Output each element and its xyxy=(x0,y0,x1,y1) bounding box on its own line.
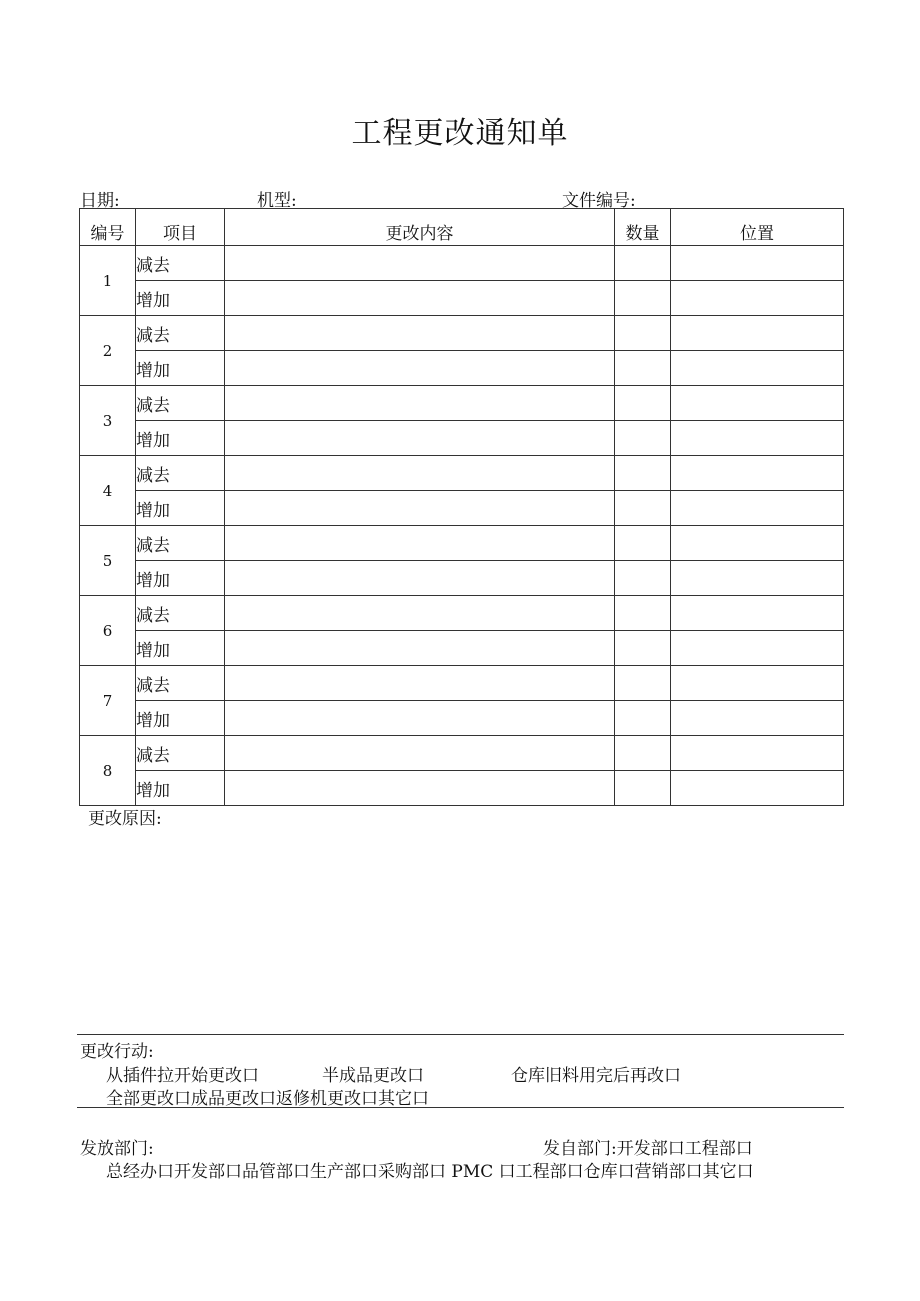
content-cell[interactable] xyxy=(225,526,615,561)
table-row xyxy=(80,526,844,561)
distribution-depts[interactable]: 总经办口开发部口品管部口生产部口采购部口 PMC 口工程部口仓库口营销部口其它口 xyxy=(106,1162,754,1182)
row-item-plus: 增加 xyxy=(136,701,225,736)
col-header-number: 编号 xyxy=(80,209,136,246)
quantity-cell[interactable] xyxy=(615,666,671,701)
table-header-row xyxy=(80,209,844,246)
position-cell[interactable] xyxy=(671,491,844,526)
content-cell[interactable] xyxy=(225,316,615,351)
quantity-cell[interactable] xyxy=(615,246,671,281)
quantity-cell[interactable] xyxy=(615,596,671,631)
content-cell[interactable] xyxy=(225,386,615,421)
position-cell[interactable] xyxy=(671,281,844,316)
action-label: 更改行动: xyxy=(80,1042,154,1062)
table-row xyxy=(80,316,844,351)
position-cell[interactable] xyxy=(671,596,844,631)
table-row xyxy=(80,281,844,316)
table-row xyxy=(80,736,844,771)
action-option-insert-line[interactable]: 从插件拉开始更改口 xyxy=(106,1066,259,1086)
content-cell[interactable] xyxy=(225,351,615,386)
table-row xyxy=(80,421,844,456)
row-number: 7 xyxy=(80,666,136,736)
table-row xyxy=(80,351,844,386)
action-option-semi-finished[interactable]: 半成品更改口 xyxy=(322,1066,424,1086)
table-row xyxy=(80,561,844,596)
row-item-minus: 减去 xyxy=(136,526,225,561)
content-cell[interactable] xyxy=(225,281,615,316)
quantity-cell[interactable] xyxy=(615,316,671,351)
quantity-cell[interactable] xyxy=(615,701,671,736)
row-item-plus: 增加 xyxy=(136,771,225,806)
table-row xyxy=(80,491,844,526)
divider xyxy=(77,1034,844,1035)
col-header-item: 项目 xyxy=(136,209,225,246)
content-cell[interactable] xyxy=(225,736,615,771)
date-label: 日期: xyxy=(80,191,120,211)
quantity-cell[interactable] xyxy=(615,736,671,771)
position-cell[interactable] xyxy=(671,351,844,386)
model-label: 机型: xyxy=(257,191,297,211)
action-options-line2[interactable]: 全部更改口成品更改口返修机更改口其它口 xyxy=(106,1089,429,1109)
content-cell[interactable] xyxy=(225,631,615,666)
table-row xyxy=(80,771,844,806)
row-item-minus: 减去 xyxy=(136,456,225,491)
content-cell[interactable] xyxy=(225,561,615,596)
release-dept-label: 发放部门: xyxy=(80,1139,154,1159)
from-dept-label[interactable]: 发自部门:开发部口工程部口 xyxy=(543,1139,753,1159)
content-cell[interactable] xyxy=(225,701,615,736)
col-header-position: 位置 xyxy=(671,209,844,246)
position-cell[interactable] xyxy=(671,386,844,421)
quantity-cell[interactable] xyxy=(615,526,671,561)
quantity-cell[interactable] xyxy=(615,771,671,806)
row-item-minus: 减去 xyxy=(136,736,225,771)
quantity-cell[interactable] xyxy=(615,421,671,456)
position-cell[interactable] xyxy=(671,456,844,491)
content-cell[interactable] xyxy=(225,421,615,456)
content-cell[interactable] xyxy=(225,666,615,701)
table-row xyxy=(80,666,844,701)
quantity-cell[interactable] xyxy=(615,491,671,526)
action-option-warehouse[interactable]: 仓库旧料用完后再改口 xyxy=(511,1066,681,1086)
position-cell[interactable] xyxy=(671,316,844,351)
position-cell[interactable] xyxy=(671,246,844,281)
row-number: 2 xyxy=(80,316,136,386)
content-cell[interactable] xyxy=(225,491,615,526)
content-cell[interactable] xyxy=(225,596,615,631)
content-cell[interactable] xyxy=(225,246,615,281)
position-cell[interactable] xyxy=(671,561,844,596)
table-row xyxy=(80,631,844,666)
table-row xyxy=(80,386,844,421)
row-number: 1 xyxy=(80,246,136,316)
position-cell[interactable] xyxy=(671,701,844,736)
page-title: 工程更改通知单 xyxy=(351,116,569,151)
content-cell[interactable] xyxy=(225,456,615,491)
row-item-plus: 增加 xyxy=(136,631,225,666)
row-number: 6 xyxy=(80,596,136,666)
table-row xyxy=(80,456,844,491)
row-item-plus: 增加 xyxy=(136,561,225,596)
doc-number-label: 文件编号: xyxy=(562,191,636,211)
row-item-plus: 增加 xyxy=(136,281,225,316)
col-header-quantity: 数量 xyxy=(615,209,671,246)
row-item-minus: 减去 xyxy=(136,316,225,351)
table-row xyxy=(80,596,844,631)
row-item-plus: 增加 xyxy=(136,491,225,526)
quantity-cell[interactable] xyxy=(615,631,671,666)
table-row xyxy=(80,701,844,736)
row-item-minus: 减去 xyxy=(136,386,225,421)
row-number: 5 xyxy=(80,526,136,596)
position-cell[interactable] xyxy=(671,666,844,701)
change-table xyxy=(79,208,844,806)
table-row xyxy=(80,246,844,281)
content-cell[interactable] xyxy=(225,771,615,806)
row-item-minus: 减去 xyxy=(136,596,225,631)
row-number: 3 xyxy=(80,386,136,456)
row-item-minus: 减去 xyxy=(136,666,225,701)
position-cell[interactable] xyxy=(671,736,844,771)
col-header-content: 更改内容 xyxy=(225,209,615,246)
quantity-cell[interactable] xyxy=(615,456,671,491)
row-number: 4 xyxy=(80,456,136,526)
row-item-minus: 减去 xyxy=(136,246,225,281)
position-cell[interactable] xyxy=(671,631,844,666)
position-cell[interactable] xyxy=(671,421,844,456)
row-item-plus: 增加 xyxy=(136,421,225,456)
position-cell[interactable] xyxy=(671,526,844,561)
quantity-cell[interactable] xyxy=(615,561,671,596)
row-number: 8 xyxy=(80,736,136,806)
position-cell[interactable] xyxy=(671,771,844,806)
quantity-cell[interactable] xyxy=(615,386,671,421)
quantity-cell[interactable] xyxy=(615,351,671,386)
reason-label: 更改原因: xyxy=(88,809,162,829)
quantity-cell[interactable] xyxy=(615,281,671,316)
divider xyxy=(77,1107,844,1108)
row-item-plus: 增加 xyxy=(136,351,225,386)
